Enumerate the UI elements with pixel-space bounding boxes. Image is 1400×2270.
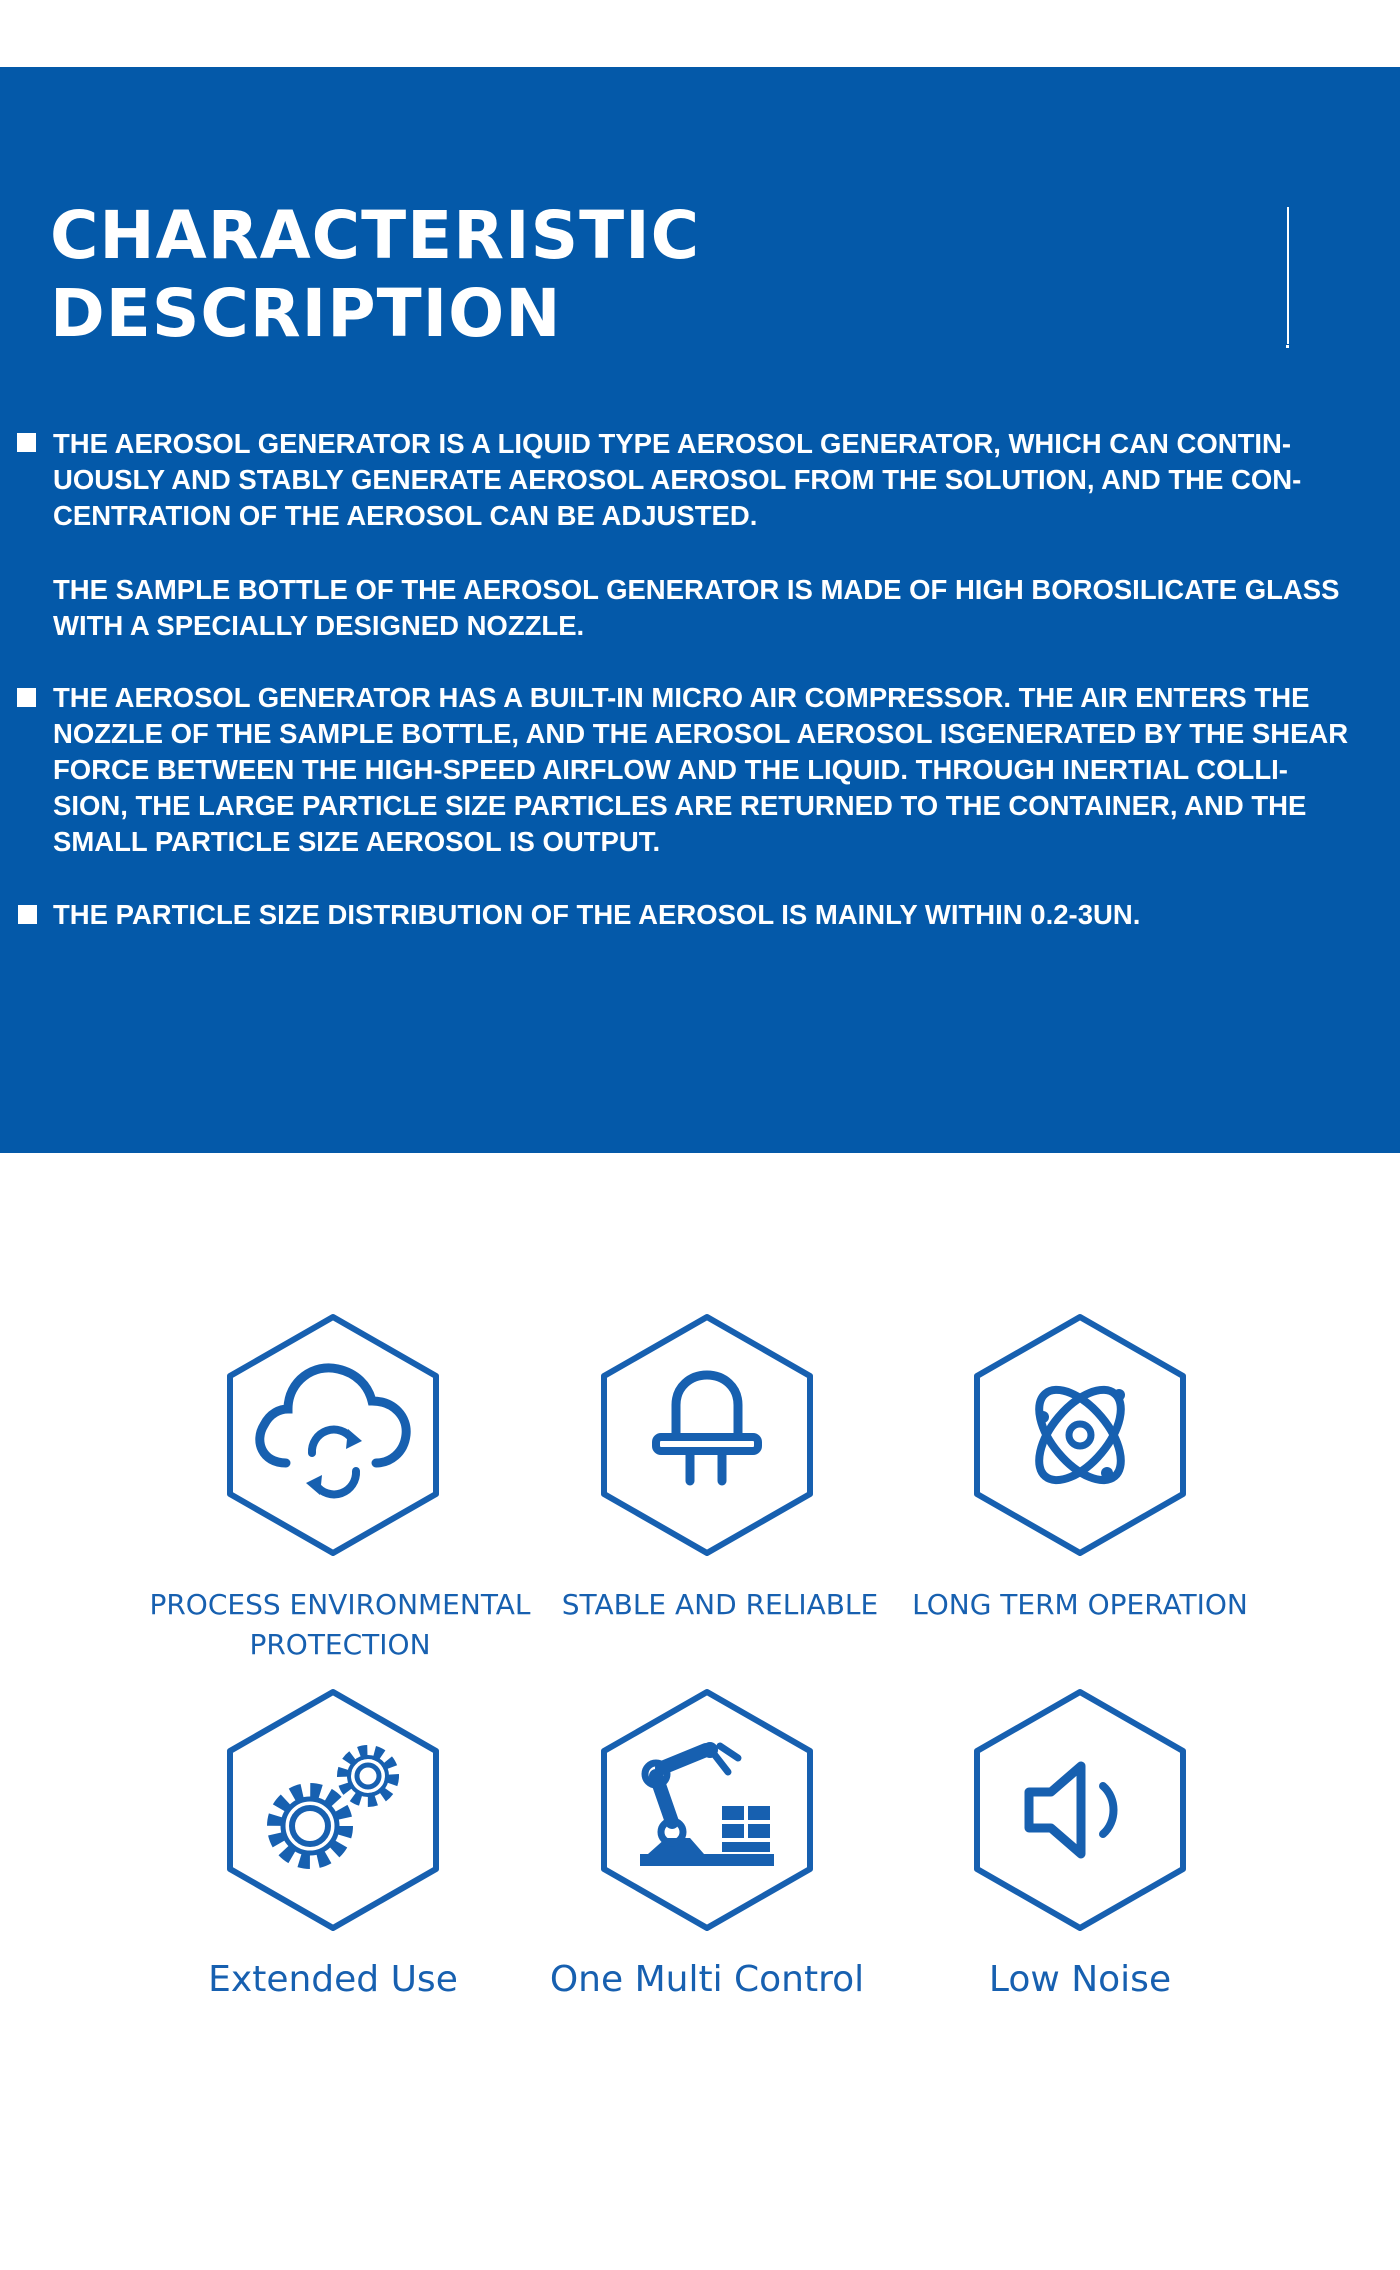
led-bulb-icon (600, 1313, 814, 1557)
feature-label-low-noise: Low Noise (988, 1959, 1172, 2000)
bullet-square-1 (17, 433, 36, 452)
feature-label-long-term-operation: LONG TERM OPERATION (912, 1588, 1248, 1621)
page-title (50, 197, 700, 353)
feature-label-extended-use: Extended Use (208, 1959, 458, 2000)
characteristic-panel (0, 67, 1400, 1153)
decorative-dot (1286, 345, 1289, 348)
title-line-2: DESCRIPTION (50, 275, 562, 352)
cloud-sync-icon (226, 1313, 440, 1557)
bullet-square-2 (17, 688, 36, 707)
gears-icon (226, 1688, 440, 1932)
feature-label-one-multi-control: One Multi Control (549, 1959, 865, 2000)
decorative-divider (1287, 207, 1289, 344)
atom-orbit-icon (973, 1313, 1187, 1557)
description-paragraph-3: THE AEROSOL GENERATOR HAS A BUILT-IN MICRO AIR COMPRESSOR. THE AIR ENTERS THE NOZZLE OF THE SAMPLE BOTTLE, AND THE AEROSOL AEROSOL ISGENERATED BY THE SHEAR FORCE BETWEEN THE HIGH-SPEED AIRFLOW AND THE LIQUID. THROUGH INERTIAL COLLI- SION, THE LARGE PARTICLE SIZE PARTICLES ARE RETURNED TO THE CONTAINER, AND THE SMALL PARTICLE SIZE AEROSOL IS OUTPUT. (53, 682, 1349, 857)
feature-label-stable-and-reliable: STABLE AND RELIABLE (561, 1588, 879, 1621)
speaker-icon (973, 1688, 1187, 1932)
title-line-1: CHARACTERISTIC (50, 197, 701, 274)
feature-label-process-environmental-protection: PROCESS ENVIRONMENTAL PROTECTION (149, 1588, 531, 1661)
bullet-square-3 (18, 905, 37, 924)
description-paragraph-4: THE PARTICLE SIZE DISTRIBUTION OF THE AEROSOL IS MAINLY WITHIN 0.2-3UN. (53, 899, 1141, 930)
description-paragraph-2: THE SAMPLE BOTTLE OF THE AEROSOL GENERATOR IS MADE OF HIGH BOROSILICATE GLASS WITH A SPECIALLY DESIGNED NOZZLE. (53, 574, 1340, 641)
robot-arm-icon (600, 1688, 814, 1932)
description-paragraph-1: THE AEROSOL GENERATOR IS A LIQUID TYPE AEROSOL GENERATOR, WHICH CAN CONTIN- UOUSLY AND STABLY GENERATE AEROSOL AEROSOL FROM THE SOLUTION, AND THE CON- CENTRATION OF THE AEROSOL CAN BE ADJUSTED. (53, 428, 1302, 531)
